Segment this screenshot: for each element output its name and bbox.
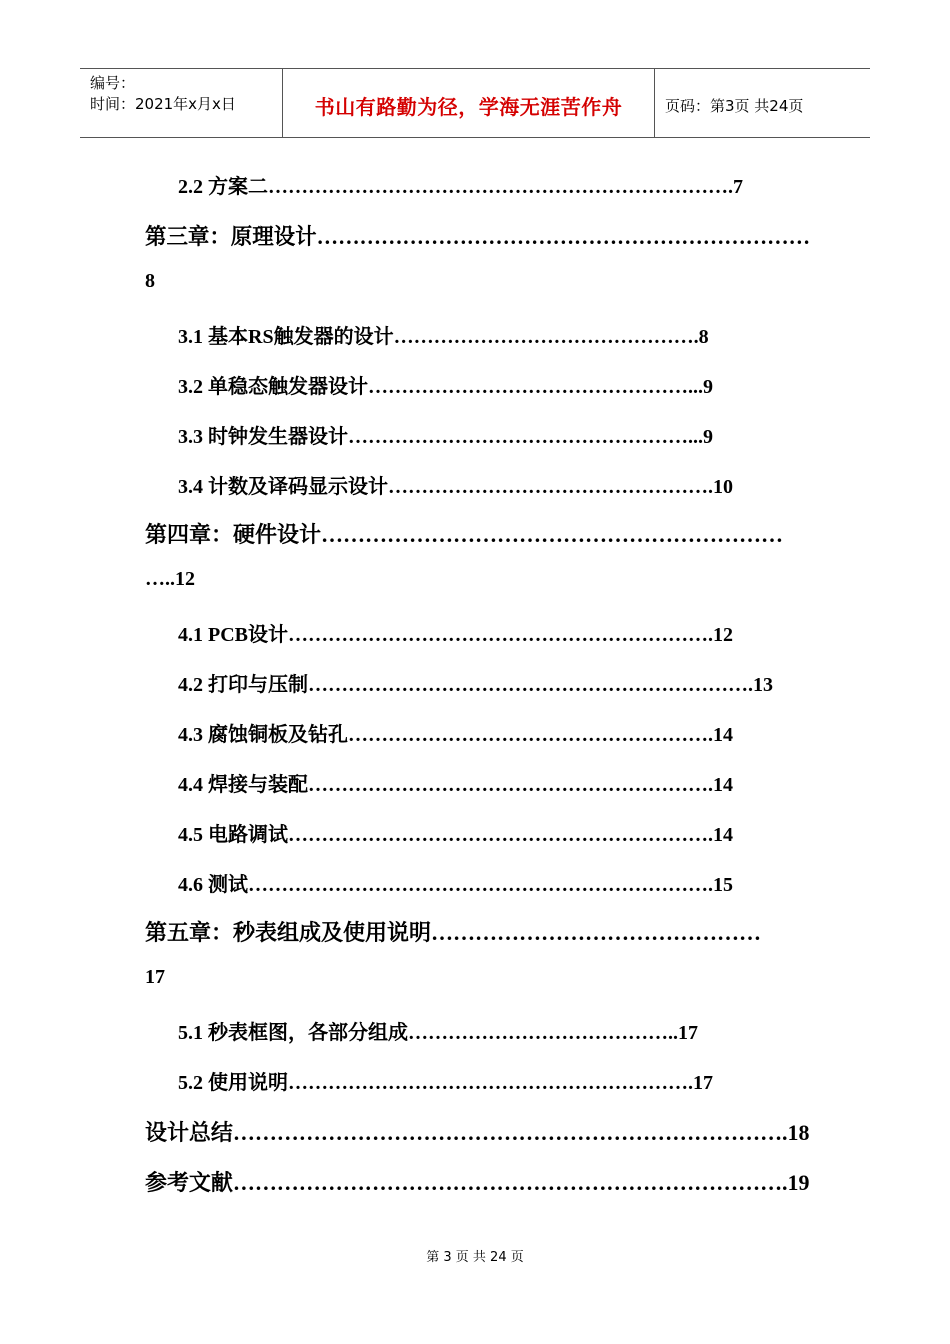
header-page-info: 页码：第3页 共24页 [665,96,804,115]
toc-entry-4-1[interactable]: 4.1 PCB设计……………………………………………………….12 [178,624,733,646]
toc-entry-3-3[interactable]: 3.3 时钟发生器设计……………………………………………...9 [178,426,713,448]
toc-entry-4-4[interactable]: 4.4 焊接与装配…………………………………………………….14 [178,774,733,796]
document-date: 时间：2021年x月x日 [90,95,236,113]
toc-entry-3-2[interactable]: 3.2 单稳态触发器设计…………………………………………...9 [178,376,713,398]
page-footer: 第 3 页 共 24 页 [426,1250,524,1265]
header-right-cell [655,69,870,137]
toc-entry-3-4[interactable]: 3.4 计数及译码显示设计………………………………………….10 [178,476,733,498]
toc-entry-4-5[interactable]: 4.5 电路调试……………………………………………………….14 [178,824,733,846]
header-motto: 书山有路勤为径，学海无涯苦作舟 [314,94,623,119]
toc-entry-chapter-5-page[interactable]: 17 [145,966,165,988]
toc-entry-chapter-3[interactable]: 第三章：原理设计…………………………………………………………… [145,224,811,249]
toc-entry-4-3[interactable]: 4.3 腐蚀铜板及钻孔……………………………………………….14 [178,724,733,746]
toc-entry-chapter-3-page[interactable]: 8 [145,270,155,292]
toc-entry-chapter-4[interactable]: 第四章：硬件设计……………………………………………………… [145,522,784,547]
header-left-cell [80,69,282,137]
document-number-label: 编号： [90,74,136,92]
toc-entry-3-1[interactable]: 3.1 基本RS触发器的设计……………………………………….8 [178,326,709,348]
toc-entry-2-2[interactable]: 2.2 方案二…………………………………………………………….7 [178,176,743,198]
toc-entry-summary[interactable]: 设计总结………………………………………………………………….18 [145,1120,810,1145]
toc-entry-5-1[interactable]: 5.1 秒表框图，各部分组成…………………………………..17 [178,1022,698,1044]
toc-entry-5-2[interactable]: 5.2 使用说明…………………………………………………….17 [178,1072,713,1094]
toc-entry-4-2[interactable]: 4.2 打印与压制………………………………………………………….13 [178,674,773,696]
toc-entry-chapter-5[interactable]: 第五章：秒表组成及使用说明……………………………………… [145,920,762,945]
toc-entry-references[interactable]: 参考文献………………………………………………………………….19 [145,1170,810,1195]
toc-entry-chapter-4-page[interactable]: …..12 [145,568,195,590]
header-center-cell [282,69,655,137]
toc-entry-4-6[interactable]: 4.6 测试…………………………………………………………….15 [178,874,733,896]
page-header [80,68,870,138]
